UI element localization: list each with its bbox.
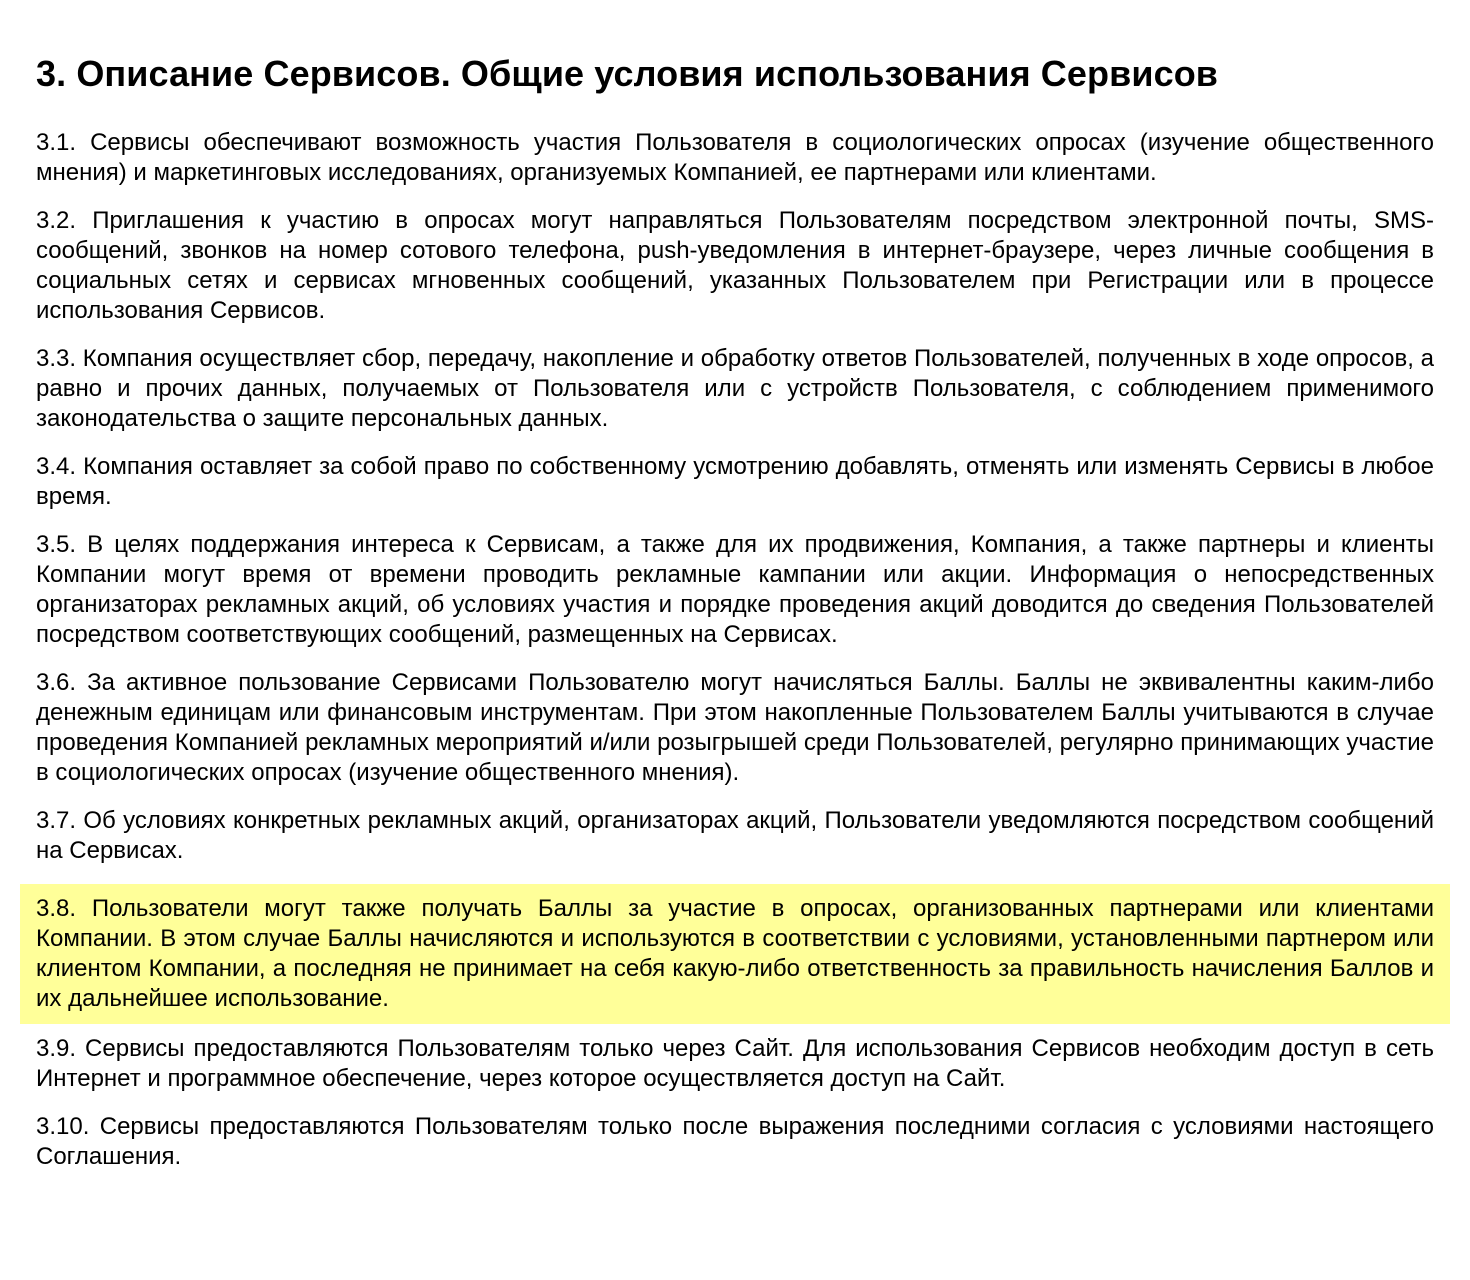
- clause-3-9: 3.9. Сервисы предоставляются Пользователям только через Сайт. Для использования Сервисов необходим доступ в сеть Интернет и программное обеспечение, через которое осуществляется доступ на Сайт.: [36, 1035, 1434, 1092]
- clause-3-1: 3.1. Сервисы обеспечивают возможность участия Пользователя в социологических опросах (изучение общественного мнения) и маркетинговых исследованиях, организуемых Компанией, ее партнерами или клиентами.: [36, 129, 1434, 186]
- clause-3-2: 3.2. Приглашения к участию в опросах могут направляться Пользователям посредством электронной почты, SMS-сообщений, звонков на номер сотового телефона, push-уведомления в интернет-браузере, через личные сообщения в социальных сетях и сервисах мгновенных сообщений, указанных Пользователем при Регистрации или в процессе использования Сервисов.: [36, 207, 1434, 324]
- clause-3-8-highlighted: 3.8. Пользователи могут также получать Баллы за участие в опросах, организованных партнерами или клиентами Компании. В этом случае Баллы начисляются и используются в соответствии с условиями, установленными партнером или клиентом Компании, а последняя не принимает на себя какую-либо ответственность за правильность начисления Баллов и их дальнейшее использование.: [20, 884, 1450, 1024]
- clause-3-6: 3.6. За активное пользование Сервисами Пользователю могут начисляться Баллы. Баллы не эквивалентны каким-либо денежным единицам или финансовым инструментам. При этом накопленные Пользователем Баллы учитываются в случае проведения Компанией рекламных мероприятий и/или розыгрышей среди Пользователей, регулярно принимающих участие в социологических опросах (изучение общественного мнения).: [36, 669, 1434, 786]
- clause-3-3: 3.3. Компания осуществляет сбор, передачу, накопление и обработку ответов Пользователей, полученных в ходе опросов, а равно и прочих данных, получаемых от Пользователя или с устройств Пользователя, с соблюдением применимого законодательства о защите персональных данных.: [36, 345, 1434, 432]
- clause-3-10: 3.10. Сервисы предоставляются Пользователям только после выражения последними согласия с условиями настоящего Соглашения.: [36, 1113, 1434, 1170]
- clause-3-5: 3.5. В целях поддержания интереса к Сервисам, а также для их продвижения, Компания, а также партнеры и клиенты Компании могут время от времени проводить рекламные кампании или акции. Информация о непосредственных организаторах рекламных акций, об условиях участия и порядке проведения акций доводится до сведения Пользователей посредством соответствующих сообщений, размещенных на Сервисах.: [36, 531, 1434, 648]
- section-title: 3. Описание Сервисов. Общие условия использования Сервисов: [36, 53, 1219, 94]
- clause-3-7: 3.7. Об условиях конкретных рекламных акций, организаторах акций, Пользователи уведомляются посредством сообщений на Сервисах.: [36, 807, 1434, 864]
- clause-3-4: 3.4. Компания оставляет за собой право по собственному усмотрению добавлять, отменять или изменять Сервисы в любое время.: [36, 453, 1434, 510]
